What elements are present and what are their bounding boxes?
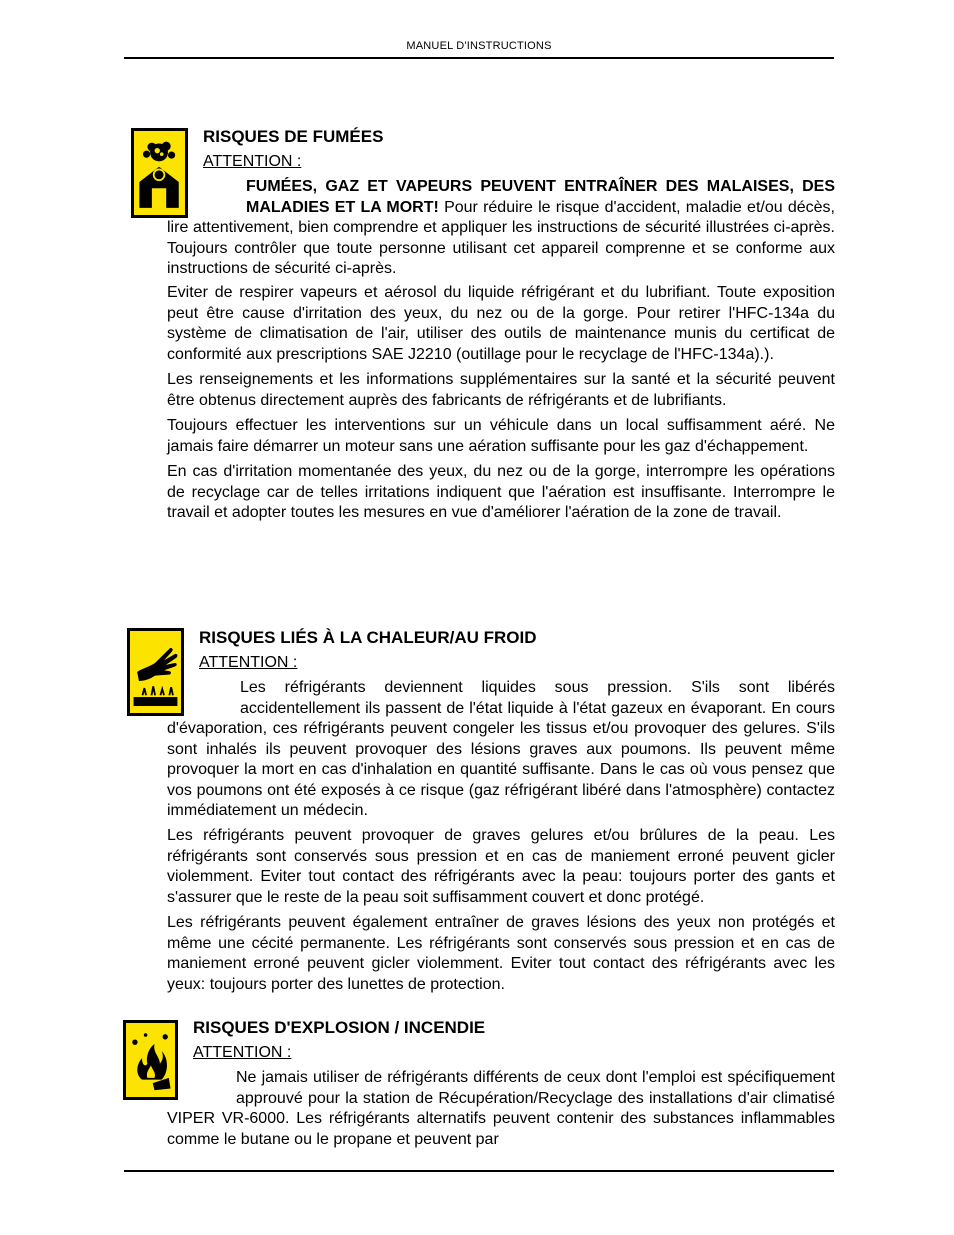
warning-text: FUMÉES, GAZ ET VAPEURS PEUVENT ENTRAÎNER DES MALAISES, DES MALADIES ET LA MORT! xyxy=(246,178,835,216)
footer-rule xyxy=(124,1170,834,1172)
intro-text: Pour réduire le risque d'accident, maladie et/ou décès, lire attentivement, bien comprendre et appliquer les instructions de sécurité illustrées ci-après. Toujours contrôler que toute personne utilisant cet appareil comprenne et se conforme aux instructions de sécurité ci-après. xyxy=(167,198,836,277)
paragraph: Les réfrigérants peuvent également entraîner de graves lésions des yeux non protégés et même une cécité permanente. Les réfrigérants sont conservés sous pression et en cas de maniement erroné peuvent gicler violemment. Eviter tout contact des réfrigérants avec les yeux: toujours porter des lunettes de protection. xyxy=(167,914,835,993)
intro-paragraph xyxy=(167,678,835,822)
attention-label: ATTENTION : xyxy=(199,654,298,671)
intro-paragraph xyxy=(167,1068,835,1150)
paragraph: En cas d'irritation momentanée des yeux, du nez ou de la gorge, interrompre les opérations de recyclage car de telles irritations indiquent que l'aération est insuffisante. Interrompre le travail et adopter toutes les mesures en vue d'améliorer l'aération de la zone de travail. xyxy=(167,463,835,521)
attention-label: ATTENTION : xyxy=(203,153,302,170)
paragraph: Les renseignements et les informations supplémentaires sur la santé et la sécurité peuvent être obtenus directement auprès des fabricants de réfrigérants et de lubrifiants. xyxy=(167,371,835,409)
header-rule xyxy=(124,57,834,59)
section-title: RISQUES D'EXPLOSION / INCENDIE xyxy=(193,1018,486,1037)
paragraph: Toujours effectuer les interventions sur un véhicule dans un local suffisamment aéré. Ne jamais faire démarrer un moteur sans une aération suffisante pour les gaz d'échappement. xyxy=(167,417,835,455)
section-title: RISQUES LIÉS À LA CHALEUR/AU FROID xyxy=(199,628,537,647)
intro-text: Ne jamais utiliser de réfrigérants différents de ceux dont l'emploi est spécifiquement approuvé pour la station de Récupération/Recyclage des installations d'air climatisé VIPER VR-6000. Les réfrigérants alternatifs peuvent contenir des substances inflammables comme le butane ou le propane et peuvent par xyxy=(167,1069,835,1148)
section-title: RISQUES DE FUMÉES xyxy=(203,127,384,146)
running-header: MANUEL D'INSTRUCTIONS xyxy=(406,40,552,52)
attention-label: ATTENTION : xyxy=(193,1044,292,1061)
intro-text: Les réfrigérants deviennent liquides sous pression. S'ils sont libérés accidentellement ils passent de l'état liquide à l'état gazeux en évaporant. En cours d'évaporation, ces réfrigérants peuvent congeler les tissus et/ou provoquer des gelures. S'ils sont inhalés ils peuvent provoquer des lésions graves aux poumons. Ils peuvent même provoquer la mort en cas d'inhalation en quantité suffisante. Dans le cas où vous pensez que vos poumons ont été exposés à ce risque (gaz réfrigérant libéré dans l'atmosphère) contactez immédiatement un médecin. xyxy=(167,679,835,819)
intro-paragraph xyxy=(167,177,835,280)
paragraph: Eviter de respirer vapeurs et aérosol du liquide réfrigérant et du lubrifiant. Toute exposition peut être cause d'irritation des yeux, du nez ou de la gorge. Pour retirer l'HFC-134a du système de climatisation de l'air, utiliser des outils de maintenance munis du certificat de conformité aux prescriptions SAE J2210 (outillage pour le recyclage de l'HFC-134a).). xyxy=(167,284,835,363)
paragraph: Les réfrigérants peuvent provoquer de graves gelures et/ou brûlures de la peau. Les réfrigérants sont conservés sous pression et en cas de maniement erroné peuvent gicler violemment. Eviter tout contact des réfrigérants avec la peau: toujours porter des gants et s'assurer que le reste de la peau soit suffisamment couvert et donc protégé. xyxy=(167,827,835,906)
